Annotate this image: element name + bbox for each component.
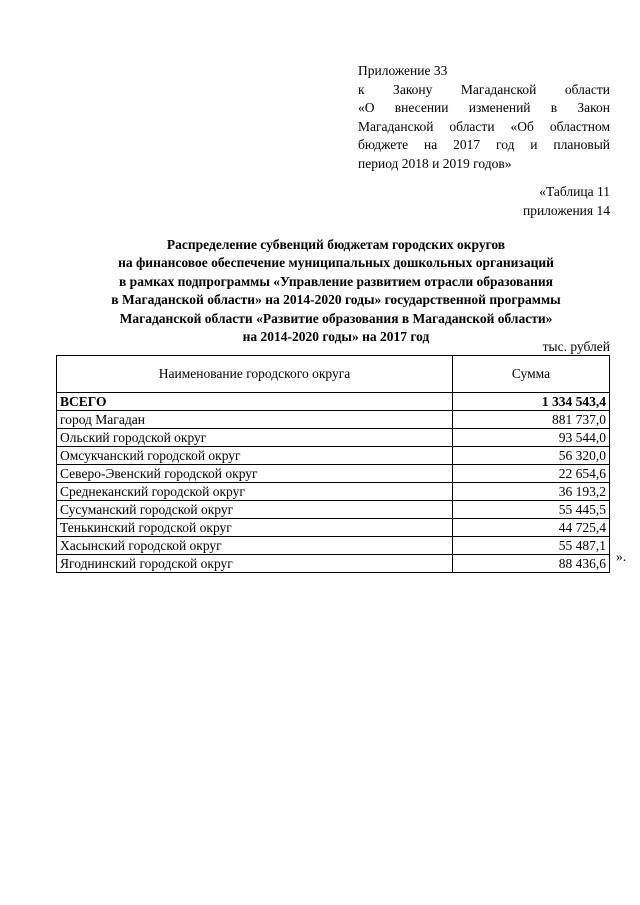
row-name: Северо-Эвенский городской округ <box>57 465 453 483</box>
row-name: Тенькинский городской округ <box>57 519 453 537</box>
row-sum: 93 544,0 <box>453 429 610 447</box>
units-label: тыс. рублей <box>542 339 610 354</box>
table-row <box>57 537 610 555</box>
appendix-line: период 2018 и 2019 годов» <box>358 155 512 171</box>
row-sum: 55 487,1 <box>453 537 610 555</box>
row-sum: 22 654,6 <box>453 465 610 483</box>
row-name: Ольский городской округ <box>57 429 453 447</box>
table-row <box>57 501 610 519</box>
total-row <box>57 393 610 411</box>
header-sum: Сумма <box>453 356 610 393</box>
subsidy-table <box>56 355 610 573</box>
title-line: на финансовое обеспечение муниципальных дошкольных организаций <box>118 255 554 271</box>
appendix-line: Приложение 33 <box>358 63 448 78</box>
row-name: Среднеканский городской округ <box>57 483 453 501</box>
table-row <box>57 519 610 537</box>
title-line: Магаданской области «Развитие образования в Магаданской области» <box>119 310 553 326</box>
table-row <box>57 483 610 501</box>
row-name: Хасынский городской округ <box>57 537 453 555</box>
row-sum: 55 445,5 <box>453 501 610 519</box>
row-sum: 56 320,0 <box>453 447 610 465</box>
table-row <box>57 411 610 429</box>
row-sum: 881 737,0 <box>453 411 610 429</box>
table-reference <box>523 183 610 220</box>
header-name: Наименование городского округа <box>57 356 453 393</box>
total-sum: 1 334 543,4 <box>453 393 610 411</box>
row-sum: 88 436,6 <box>453 555 610 573</box>
document-title <box>40 236 632 346</box>
appendix-line: «О внесении изменений в Закон <box>358 100 610 116</box>
row-name: Сусуманский городской округ <box>57 501 453 519</box>
appendix-line: к Закону Магаданской области <box>358 81 610 97</box>
row-sum: 44 725,4 <box>453 519 610 537</box>
appendix-header <box>358 62 610 174</box>
table-reference-line: «Таблица 11 <box>539 184 610 199</box>
table-row <box>57 465 610 483</box>
table-reference-line: приложения 14 <box>522 202 610 218</box>
closing-quote-mark: ». <box>616 549 627 564</box>
row-name: Ягоднинский городской округ <box>57 555 453 573</box>
table-header-row <box>57 356 610 393</box>
row-name: Омсукчанский городской округ <box>57 447 453 465</box>
total-name: ВСЕГО <box>57 393 453 411</box>
title-line: в Магаданской области» на 2014-2020 годы» государственной программы <box>111 292 561 308</box>
appendix-line: Магаданской области «Об областном <box>358 118 610 134</box>
row-sum: 36 193,2 <box>453 483 610 501</box>
row-name: город Магадан <box>57 411 453 429</box>
title-line: Распределение субвенций бюджетам городских округов <box>166 237 506 252</box>
appendix-line: бюджете на 2017 год и плановый <box>358 137 610 153</box>
table-row <box>57 429 610 447</box>
title-line: на 2014-2020 годы» на 2017 год <box>242 329 430 345</box>
title-line: в рамках подпрограммы «Управление развитием отрасли образования <box>119 273 553 289</box>
table-row <box>57 555 610 573</box>
table-row <box>57 447 610 465</box>
